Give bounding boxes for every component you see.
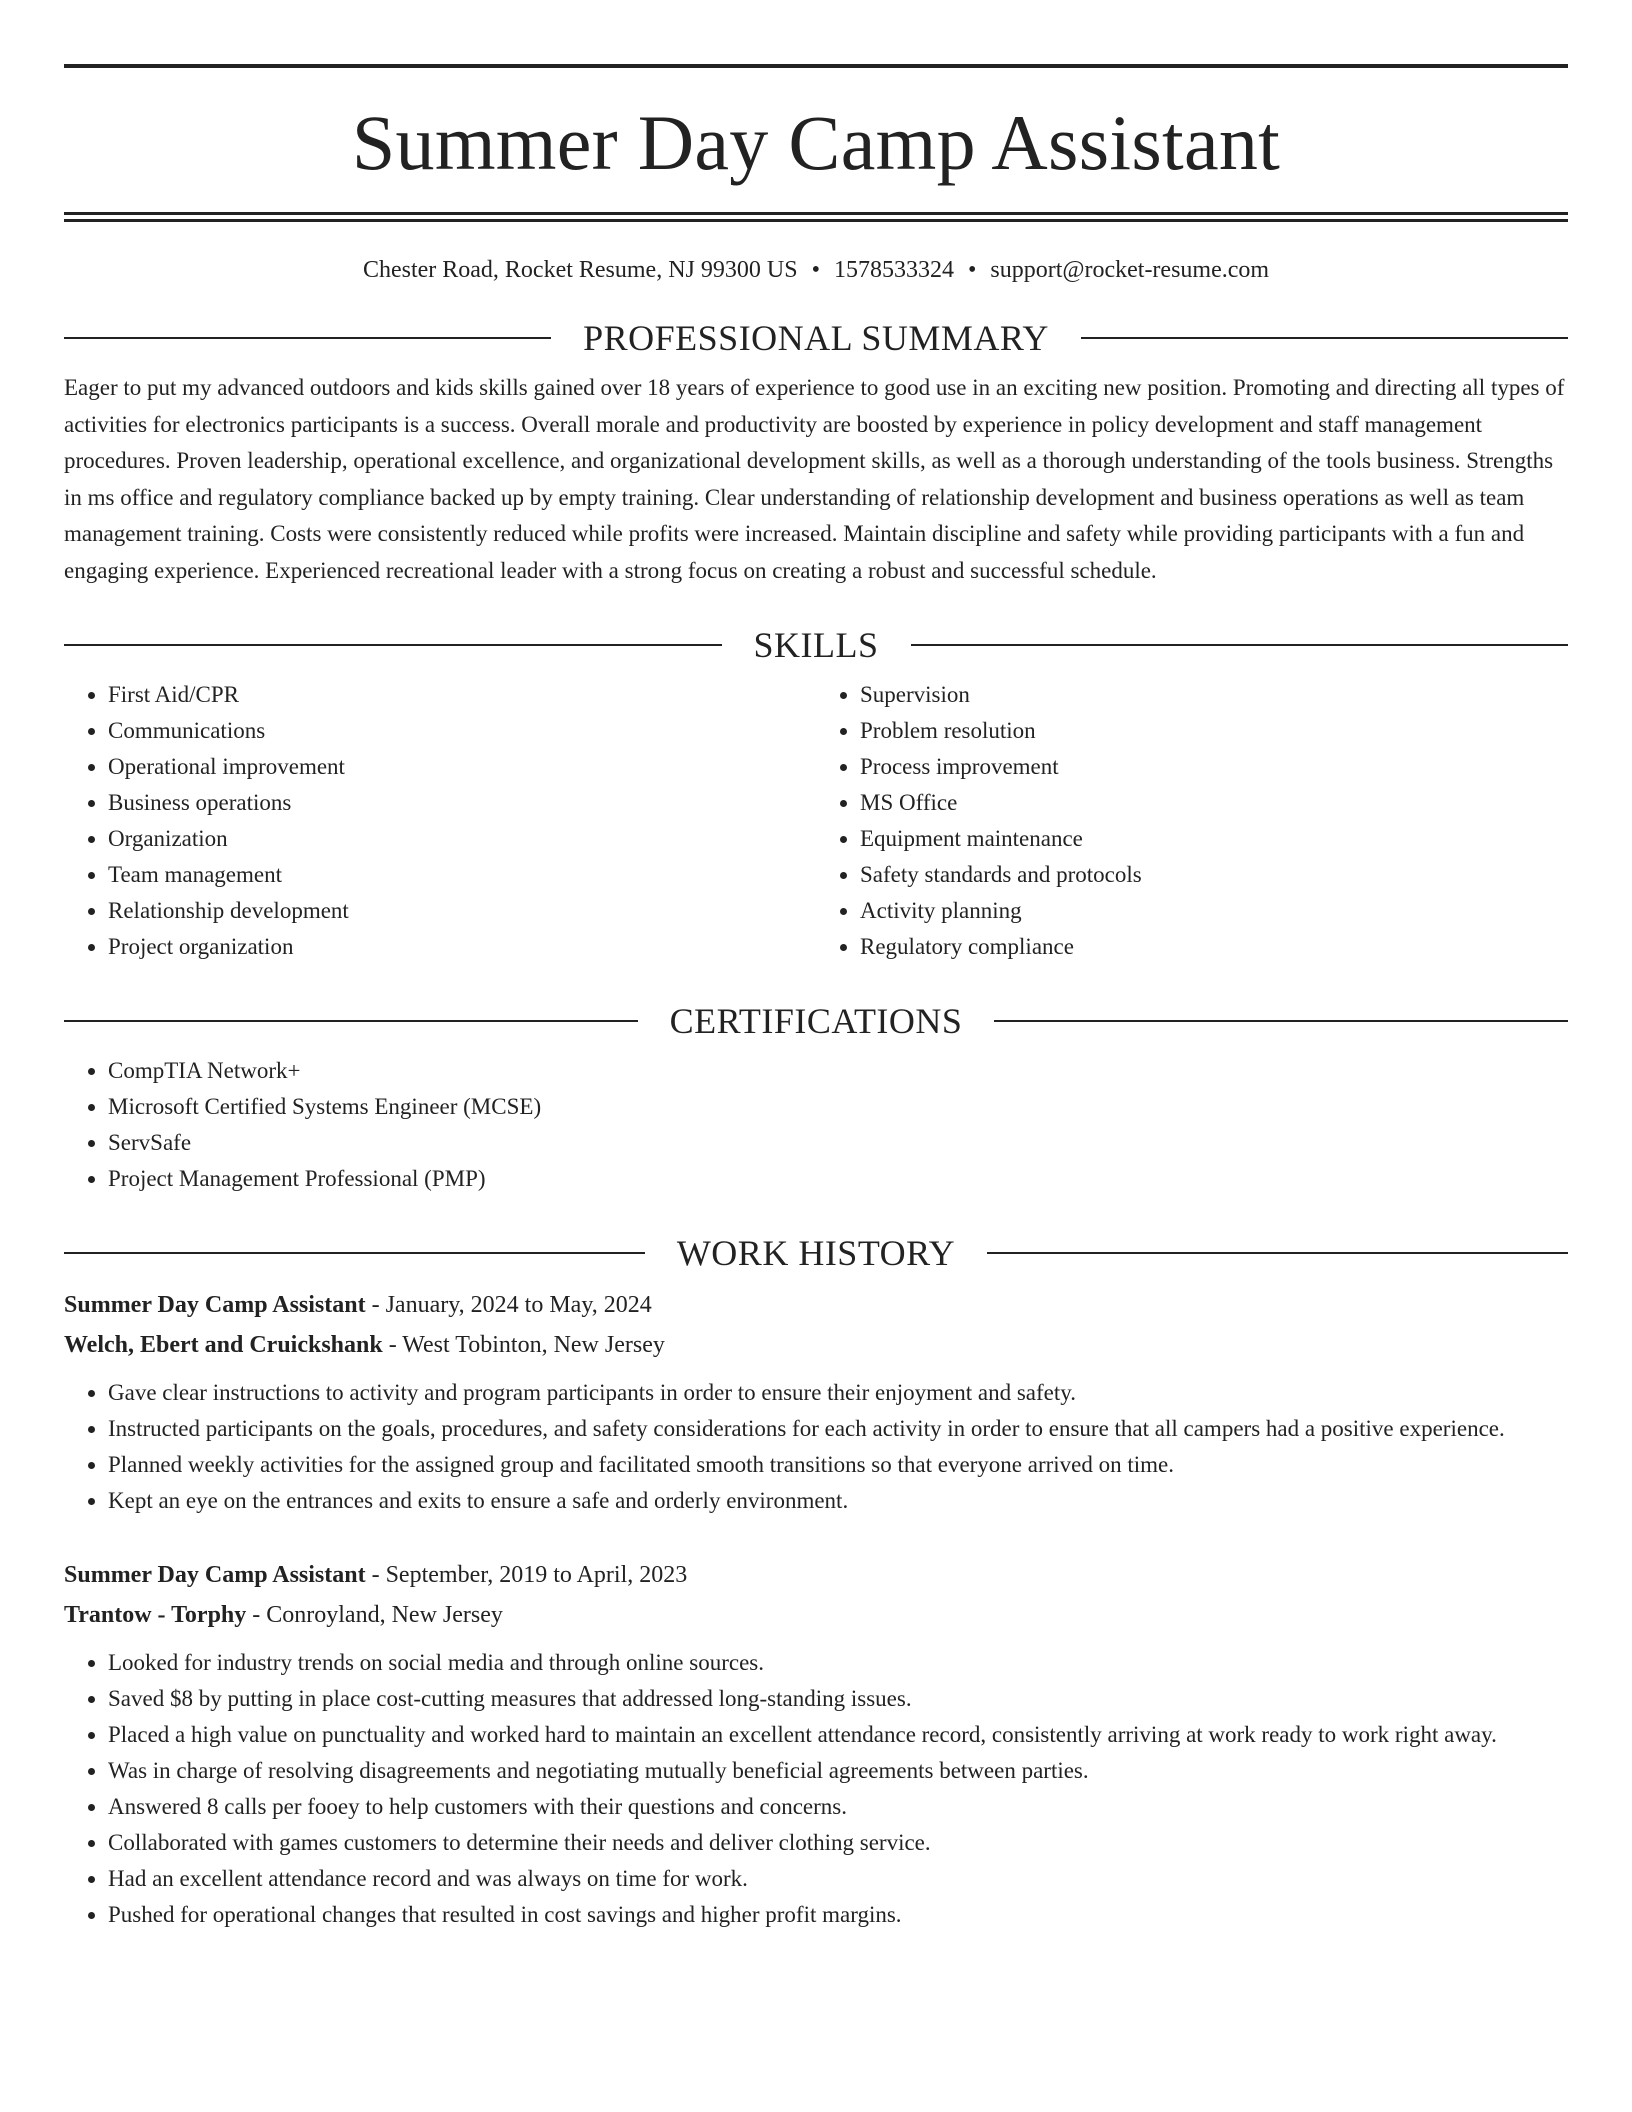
job-bullets [64,1375,1568,1519]
contact-phone: 1578533324 [833,257,954,283]
job-location: - West Tobinton, New Jersey [382,1332,665,1358]
job-company: Trantow - Torphy [64,1602,247,1628]
job-bullet: • Collaborated with games customers to determine their needs and deliver clothing service. [108,1825,1568,1861]
skill-item: • First Aid/CPR [108,677,816,713]
skills-heading-row [64,627,1568,663]
skill-item: • Relationship development [108,893,816,929]
job-title-line [64,1555,1568,1595]
job-title: Summer Day Camp Assistant [64,1292,366,1318]
skills-columns [64,677,1568,965]
job-title-line [64,1285,1568,1325]
job-bullet: • Instructed participants on the goals, procedures, and safety considerations for each activity in order to ensure that all campers had a positive experience. [108,1411,1568,1447]
job-entry [64,1555,1568,1933]
section-heading-skills: SKILLS [753,625,879,665]
skill-item: • Project organization [108,929,816,965]
divider [64,337,551,339]
skill-item: • Process improvement [860,749,1568,785]
contact-separator: • [811,257,820,283]
job-bullet: • Planned weekly activities for the assigned group and facilitated smooth transitions so that everyone arrived on time. [108,1447,1568,1483]
contact-email[interactable]: support@rocket-resume.com [990,257,1270,283]
skill-item: • Operational improvement [108,749,816,785]
section-heading-work: WORK HISTORY [676,1233,956,1273]
divider [64,1252,645,1254]
certifications-heading-row [64,1003,1568,1039]
skill-item: • Organization [108,821,816,857]
skill-item: • Problem resolution [860,713,1568,749]
job-bullet: • Gave clear instructions to activity and program participants in order to ensure their enjoyment and safety. [108,1375,1568,1411]
summary-heading-row [64,320,1568,356]
skill-item: • Regulatory compliance [860,929,1568,965]
certifications-list [64,1053,1568,1197]
skill-item: • Safety standards and protocols [860,857,1568,893]
divider [1081,337,1568,339]
certification-item: • CompTIA Network+ [108,1053,1568,1089]
skills-list-left [64,677,816,965]
skills-list-right [816,677,1568,965]
divider [987,1252,1568,1254]
job-bullet: • Answered 8 calls per fooey to help customers with their questions and concerns. [108,1789,1568,1825]
divider [64,644,722,646]
summary-text: Eager to put my advanced outdoors and kids skills gained over 18 years of experience to good use in an exciting new position. Promoting and directing all types of activities for electronics participants is a success. Overall morale and productivity are boosted by experience in policy development and staff management procedures. Proven leadership, operational excellence, and organizational development skills, as well as a thorough understanding of the tools business. Strengths in ms office and regulatory compliance backed up by empty training. Clear understanding of relationship development and business operations as well as team management training. Costs were consistently reduced while profits were increased. Maintain discipline and safety while providing participants with a fun and engaging experience. Experienced recreational leader with a strong focus on creating a robust and successful schedule. [64,375,1565,583]
section-heading-certifications: CERTIFICATIONS [669,1001,963,1041]
skill-item: • Equipment maintenance [860,821,1568,857]
skill-item: • Activity planning [860,893,1568,929]
certification-item: • ServSafe [108,1125,1568,1161]
section-heading-summary: PROFESSIONAL SUMMARY [583,318,1049,358]
job-bullet: • Was in charge of resolving disagreements and negotiating mutually beneficial agreements between parties. [108,1753,1568,1789]
divider [994,1020,1568,1022]
contact-line [64,258,1568,282]
job-bullet: • Had an excellent attendance record and was always on time for work. [108,1861,1568,1897]
skill-item: • Business operations [108,785,816,821]
job-bullet: • Saved $8 by putting in place cost-cutting measures that addressed long-standing issues. [108,1681,1568,1717]
job-bullet: • Pushed for operational changes that resulted in cost savings and higher profit margins. [108,1897,1568,1933]
job-bullets [64,1645,1568,1933]
skill-item: • Communications [108,713,816,749]
certification-item: • Project Management Professional (PMP) [108,1161,1568,1197]
job-bullet: • Looked for industry trends on social media and through online sources. [108,1645,1568,1681]
skill-item: • Supervision [860,677,1568,713]
contact-address: Chester Road, Rocket Resume, NJ 99300 US [362,257,798,283]
job-company-line [64,1595,1568,1635]
contact-separator: • [967,257,977,283]
job-entry [64,1285,1568,1519]
work-heading-row [64,1235,1568,1271]
top-rule [64,64,1568,68]
divider [64,1020,638,1022]
job-dates: - September, 2019 to April, 2023 [365,1562,688,1588]
job-location: - Conroyland, New Jersey [246,1602,503,1628]
double-rule [64,212,1568,222]
job-bullet: • Kept an eye on the entrances and exits to ensure a safe and orderly environment. [108,1483,1568,1519]
job-company-line [64,1325,1568,1365]
job-title: Summer Day Camp Assistant [64,1562,366,1588]
job-company: Welch, Ebert and Cruickshank [64,1332,383,1358]
resume-title: Summer Day Camp Assistant [351,99,1281,186]
divider [911,644,1569,646]
certification-item: • Microsoft Certified Systems Engineer (MCSE) [108,1089,1568,1125]
job-bullet: • Placed a high value on punctuality and worked hard to maintain an excellent attendance record, consistently arriving at work ready to work right away. [108,1717,1568,1753]
skill-item: • Team management [108,857,816,893]
job-dates: - January, 2024 to May, 2024 [365,1292,652,1318]
skill-item: • MS Office [860,785,1568,821]
